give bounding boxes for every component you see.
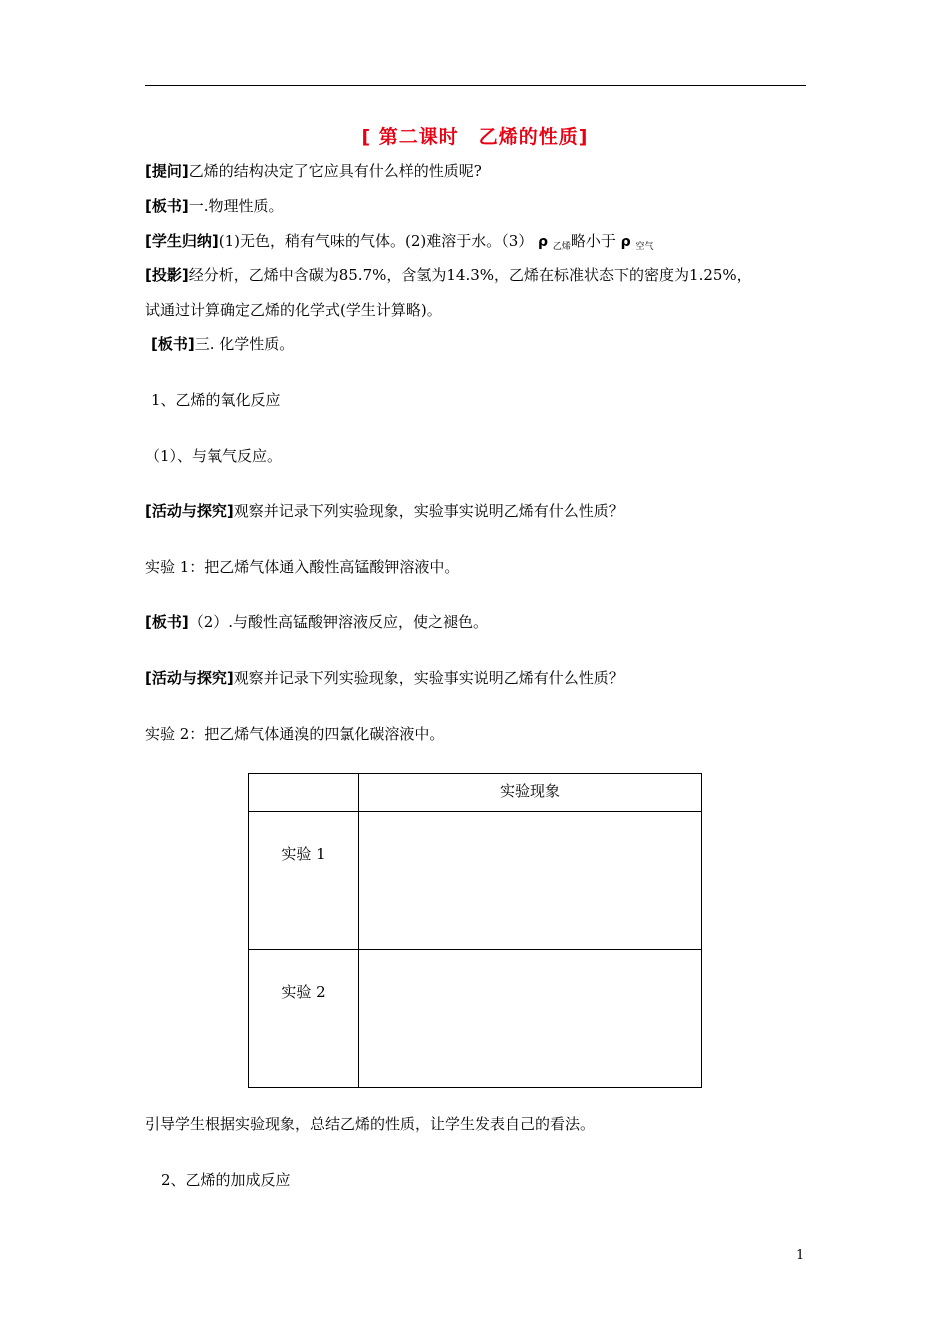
table-row <box>249 812 702 950</box>
board-line-2 <box>151 334 294 354</box>
guide-text: 引导学生根据实验现象，总结乙烯的性质，让学生发表自己的看法。 <box>145 1115 596 1133</box>
projection-text: 经分析，乙烯中含碳为85.7%，含氢为14.3%，乙烯在标准状态下的密度为1.25%， <box>188 266 752 284</box>
activity-text: 观察并记录下列实验现象，实验事实说明乙烯有什么性质？ <box>233 502 624 520</box>
question-line <box>145 161 482 181</box>
activity-text: 观察并记录下列实验现象，实验事实说明乙烯有什么性质？ <box>233 669 624 687</box>
board-tag: [板书] <box>145 613 189 631</box>
activity-tag: [活动与探究] <box>145 669 234 687</box>
table-cell <box>359 950 702 1088</box>
rho-subscript-ethylene: 乙烯 <box>552 242 571 252</box>
table-row <box>249 950 702 1088</box>
table-header-row <box>249 774 702 812</box>
rho-symbol: ρ <box>620 234 631 250</box>
table-header-cell: 实验现象 <box>359 774 702 812</box>
student-summary-line <box>145 231 654 254</box>
activity-tag: [活动与探究] <box>145 502 234 520</box>
board-line-1 <box>145 196 284 216</box>
question-tag: [提问] <box>145 162 189 180</box>
activity-line-1 <box>145 501 624 521</box>
section-heading-1: 1、乙烯的氧化反应 <box>151 391 281 409</box>
page-number: 1 <box>796 1248 805 1263</box>
header-rule <box>145 85 806 86</box>
row-label: 实验 2 <box>281 983 326 1001</box>
table-header-cell <box>249 774 359 812</box>
activity-line-2 <box>145 668 624 688</box>
projection-line <box>145 265 752 285</box>
board-text: 一.物理性质。 <box>188 197 284 215</box>
section-heading-2: 2、乙烯的加成反应 <box>161 1171 291 1189</box>
row-label: 实验 1 <box>281 845 326 863</box>
table-cell <box>249 950 359 1088</box>
experiment-2: 实验 2：把乙烯气体通溴的四氯化碳溶液中。 <box>145 725 445 743</box>
question-text: 乙烯的结构决定了它应具有什么样的性质呢? <box>188 162 482 180</box>
table-cell <box>359 812 702 950</box>
board-text: （2）.与酸性高锰酸钾溶液反应，使之褪色。 <box>188 613 489 631</box>
rho-symbol: ρ <box>538 234 549 250</box>
experiment-1: 实验 1：把乙烯气体通入酸性高锰酸钾溶液中。 <box>145 558 460 576</box>
projection-tag: [投影] <box>145 266 189 284</box>
student-summary-text: (1)无色，稍有气味的气体。(2)难溶于水。（3） <box>218 232 534 250</box>
board-text: 三. 化学性质。 <box>194 335 295 353</box>
student-summary-tag: [学生归纳] <box>145 232 219 250</box>
board-tag: [板书] <box>145 197 189 215</box>
rho-subscript-air: 空气 <box>635 242 654 252</box>
board-tag: [板书] <box>151 335 195 353</box>
subsection-1: （1）、与氧气反应。 <box>145 447 283 465</box>
rho-comparison: 略小于 <box>570 232 616 250</box>
observation-table <box>248 773 702 1088</box>
table-cell <box>249 812 359 950</box>
board-line-3 <box>145 612 488 632</box>
page-title: [ 第二课时 乙烯的性质] <box>361 126 589 148</box>
projection-line-2: 试通过计算确定乙烯的化学式(学生计算略)。 <box>145 301 442 319</box>
